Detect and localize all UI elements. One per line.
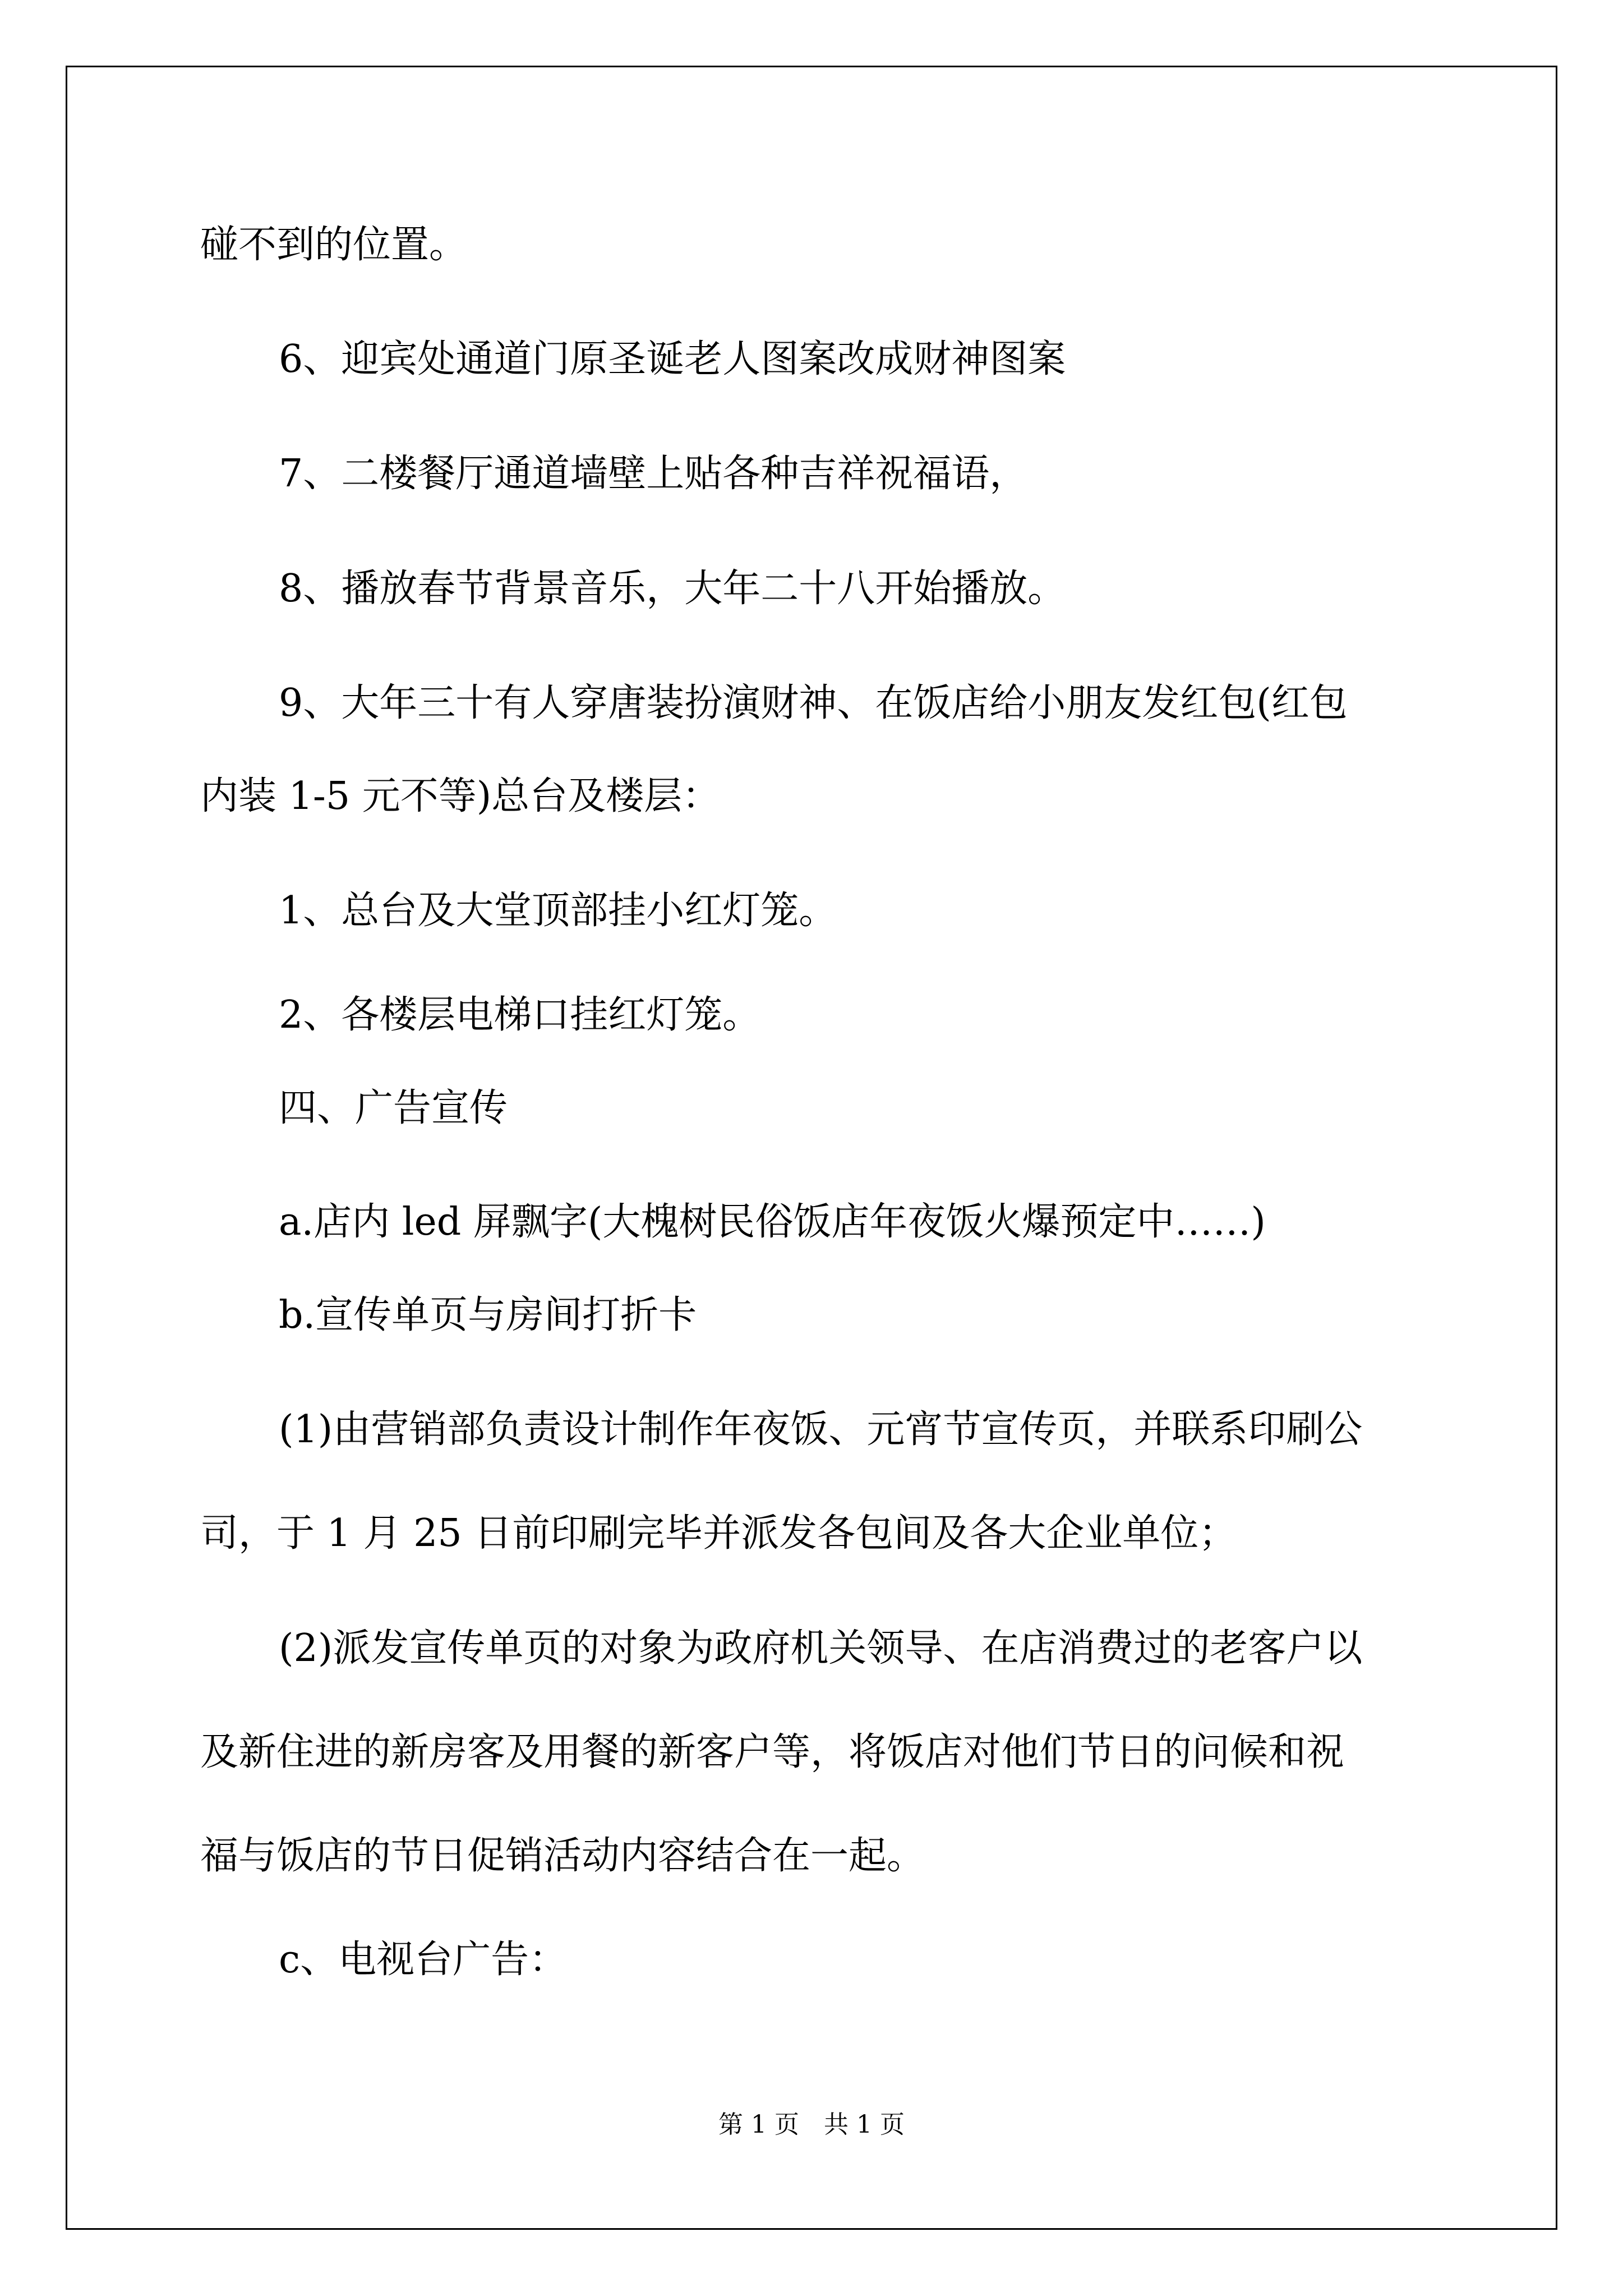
text-line: 8、播放春节背景音乐，大年二十八开始播放。 — [279, 567, 1066, 611]
text-line: a.店内 led 屏飘字(大槐树民俗饭店年夜饭火爆预定中……) — [279, 1200, 1266, 1244]
text-line: 内装 1-5 元不等)总台及楼层： — [200, 774, 721, 818]
text-line: (2)派发宣传单页的对象为政府机关领导、在店消费过的老客户以 — [279, 1626, 1363, 1671]
page-footer: 第 1 页 共 1 页 — [718, 2110, 905, 2139]
text-line: b.宣传单页与房间打折卡 — [279, 1293, 697, 1337]
page-border — [66, 66, 1557, 2230]
section-heading: 四、广告宣传 — [279, 1086, 508, 1130]
text-line: (1)由营销部负责设计制作年夜饭、元宵节宣传页，并联系印刷公 — [279, 1407, 1363, 1452]
text-line: 2、各楼层电梯口挂红灯笼。 — [279, 993, 761, 1037]
text-line: 1、总台及大堂顶部挂小红灯笼。 — [279, 889, 837, 933]
text-line: c、电视台广告： — [279, 1938, 568, 1982]
text-line: 及新住进的新房客及用餐的新客户等，将饭店对他们节日的问候和祝 — [200, 1730, 1345, 1774]
text-line: 9、大年三十有人穿唐装扮演财神、在饭店给小朋友发红包(红包 — [279, 681, 1348, 725]
text-line: 碰不到的位置。 — [200, 223, 468, 267]
text-line: 福与饭店的节日促销活动内容结合在一起。 — [200, 1834, 925, 1878]
text-line: 7、二楼餐厅通道墙壁上贴各种吉祥祝福语， — [279, 452, 1028, 496]
text-line: 司，于 1 月 25 日前印刷完毕并派发各包间及各大企业单位； — [200, 1511, 1237, 1556]
text-line: 6、迎宾处通道门原圣诞老人图案改成财神图案 — [279, 337, 1066, 381]
